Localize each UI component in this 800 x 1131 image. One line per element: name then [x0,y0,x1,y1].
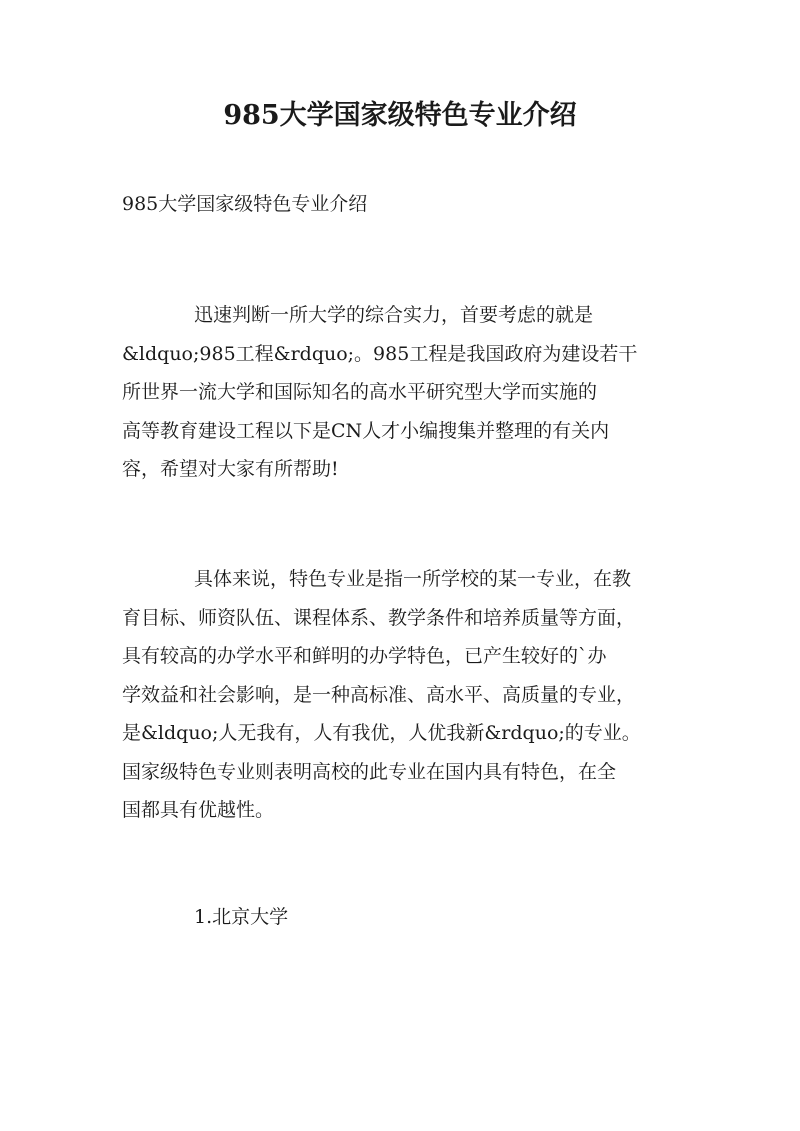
paragraph-line: 国都具有优越性。 [122,799,275,821]
paragraph-line: 具体来说，特色专业是指一所学校的某一专业，在教 [194,568,632,590]
paragraph-line: 高等教育建设工程以下是CN人才小编搜集并整理的有关内 [122,419,610,442]
paragraph-line: 所世界一流大学和国际知名的高水平研究型大学而实施的 [122,381,598,403]
paragraph-line: 容，希望对大家有所帮助! [122,458,339,480]
paragraph-line: 具有较高的办学水平和鲜明的办学特色，已产生较好的`办 [122,645,607,667]
definition-paragraph [122,560,641,830]
paragraph-line: 国家级特色专业则表明高校的此专业在国内具有特色，在全 [122,760,617,783]
intro-paragraph [122,296,637,489]
paragraph-line: 育目标、师资队伍、课程体系、教学条件和培养质量等方面， [122,606,636,629]
paragraph-line: 学效益和社会影响，是一种高标准、高水平、高质量的专业， [122,683,636,706]
document-subtitle: 985大学国家级特色专业介绍 [122,193,368,215]
paragraph-line: 是&ldquo;人无我有，人有我优，人优我新&rdquo;的专业。 [122,722,641,744]
document-title: 985大学国家级特色专业介绍 [223,100,577,131]
list-item-peking-university: 1.北京大学 [194,906,289,928]
paragraph-line: &ldquo;985工程&rdquo;。985工程是我国政府为建设若干 [122,342,638,365]
paragraph-line: 迅速判断一所大学的综合实力，首要考虑的就是 [194,304,594,326]
